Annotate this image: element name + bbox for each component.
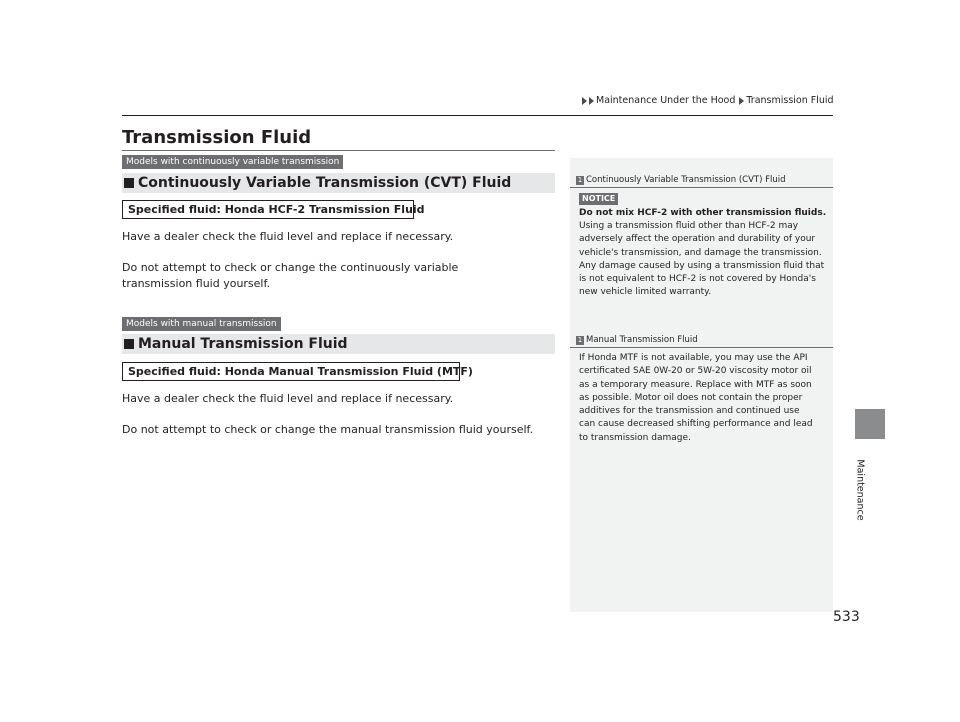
manual-spec-box: Specified fluid: Honda Manual Transmission Fluid (MTF)	[122, 362, 460, 381]
manual-heading-text: Manual Transmission Fluid	[138, 336, 348, 352]
manual-note-divider	[570, 347, 833, 348]
notice-badge: NOTICE	[579, 193, 618, 205]
chapter-tab-label[interactable]: Maintenance	[854, 459, 866, 521]
cvt-note-title	[576, 175, 786, 185]
breadcrumb-arrow-icon	[739, 97, 744, 105]
manual-section-heading	[124, 336, 348, 352]
cvt-spec-box: Specified fluid: Honda HCF-2 Transmission Fluid	[122, 200, 414, 219]
breadcrumb	[582, 95, 838, 106]
cvt-paragraph-1: Have a dealer check the fluid level and replace if necessary.	[122, 230, 454, 243]
breadcrumb-page[interactable]: Transmission Fluid	[746, 95, 834, 106]
note-number-badge: 1	[577, 175, 583, 184]
breadcrumb-section[interactable]: Maintenance Under the Hood	[596, 95, 736, 106]
title-divider	[122, 150, 555, 151]
chapter-tab[interactable]	[855, 409, 885, 439]
square-bullet-icon	[124, 178, 134, 188]
manual-model-tag: Models with manual transmission	[122, 317, 281, 331]
cvt-model-tag: Models with continuously variable transmission	[122, 155, 343, 169]
breadcrumb-arrow-icon	[589, 97, 594, 105]
cvt-note-divider	[570, 187, 833, 188]
manual-paragraph-1: Have a dealer check the fluid level and replace if necessary.	[122, 392, 454, 405]
breadcrumb-arrow-icon	[582, 97, 587, 105]
cvt-heading-text: Continuously Variable Transmission (CVT) Fluid	[138, 175, 512, 191]
square-bullet-icon	[124, 339, 134, 349]
cvt-note-warning: Do not mix HCF-2 with other transmission fluids.	[579, 208, 827, 218]
page-title: Transmission Fluid	[122, 127, 312, 148]
manual-note-body: If Honda MTF is not available, you may use the API certificated SAE 0W-20 or 5W-20 viscosity motor oil as a temporary measure. Replace with MTF as soon as possible. Motor oil does not contain the proper additives for the transmission and continued use can cause decreased shifting performance and lead to transmission damage.	[579, 353, 813, 443]
manual-note-title-text: Manual Transmission Fluid	[586, 335, 698, 345]
manual-note-title	[576, 335, 698, 345]
note-number-badge: 1	[577, 335, 583, 344]
cvt-note-body: Using a transmission fluid other than HCF-2 may adversely affect the operation and durability of your vehicle's transmission, and damage the transmission. Any damage caused by using a transmission fluid that is not equivalent to HCF-2 is not covered by Honda's new vehicle limited warranty.	[579, 221, 825, 298]
cvt-paragraph-2: Do not attempt to check or change the continuously variable transmission fluid yourself.	[122, 261, 459, 290]
cvt-note-title-text: Continuously Variable Transmission (CVT) Fluid	[586, 175, 786, 185]
header-divider	[122, 115, 833, 116]
cvt-section-heading	[124, 175, 511, 191]
page-number: 533	[833, 609, 860, 625]
manual-paragraph-2: Do not attempt to check or change the manual transmission fluid yourself.	[122, 423, 534, 436]
